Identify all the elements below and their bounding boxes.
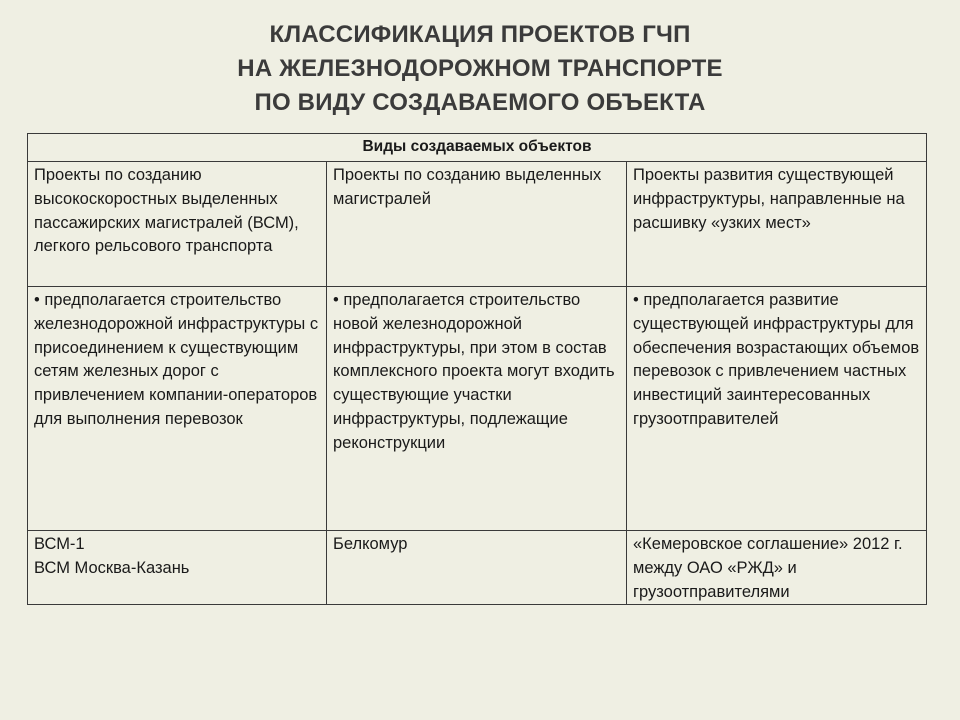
title-line-3: ПО ВИДУ СОЗДАВАЕМОГО ОБЪЕКТА — [254, 89, 706, 116]
cell-type-dedicated: Проекты по созданию выделенных магистралей — [327, 162, 627, 287]
title-line-1: КЛАССИФИКАЦИЯ ПРОЕКТОВ ГЧП — [269, 21, 691, 48]
classification-table — [27, 133, 927, 605]
cell-type-hsr: Проекты по созданию высокоскоростных выделенных пассажирских магистралей (ВСМ), легкого рельсового транспорта — [28, 162, 327, 287]
title-line-2: НА ЖЕЛЕЗНОДОРОЖНОМ ТРАНСПОРТЕ — [237, 55, 723, 82]
cell-examples-development — [627, 531, 927, 605]
table-row-examples — [28, 531, 927, 605]
cell-description-hsr: • предполагается строительство железнодорожной инфраструктуры с присоединением к существующим сетям железных дорог с привлечением компании-операторов для выполнения перевозок — [28, 287, 327, 531]
cell-type-development: Проекты развития существующей инфраструктуры, направленные на расшивку «узких мест» — [627, 162, 927, 287]
example-item: «Кемеровское соглашение» 2012 г. между ОАО «РЖД» и грузоотправителями — [633, 535, 903, 601]
example-item: ВСМ Москва-Казань — [34, 558, 190, 577]
cell-description-development: • предполагается развитие существующей инфраструктуры для обеспечения возрастающих объемов перевозок с привлечением частных инвестиций заинтересованных грузоотправителей — [627, 287, 927, 531]
table-row-project-types — [28, 162, 927, 287]
example-item: Белкомур — [333, 535, 408, 553]
table-header-row — [28, 134, 927, 162]
table-row-descriptions — [28, 287, 927, 531]
example-item: ВСМ-1 — [34, 535, 85, 553]
page-title — [0, 18, 960, 120]
cell-examples-dedicated — [327, 531, 627, 605]
cell-description-dedicated: • предполагается строительство новой железнодорожной инфраструктуры, при этом в состав комплексного проекта могут входить существующие участки инфраструктуры, подлежащие реконструкции — [327, 287, 627, 531]
table-header-cell: Виды создаваемых объектов — [28, 134, 927, 162]
cell-examples-hsr — [28, 531, 327, 605]
